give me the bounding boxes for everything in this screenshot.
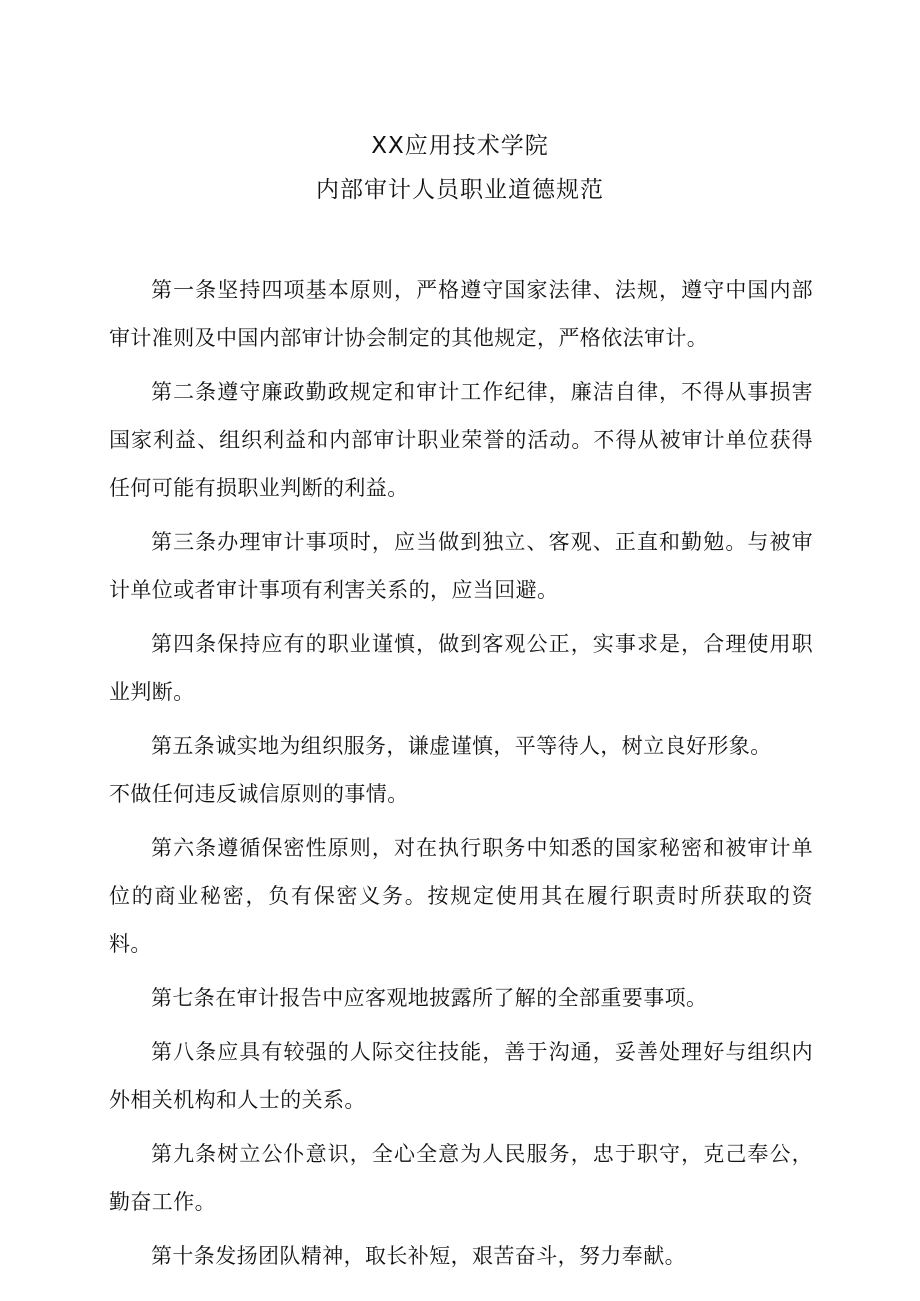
article-3: 第三条办理审计事项时，应当做到独立、客观、正直和勤勉。与被审计单位或者审计事项有利害关系的，应当回避。 bbox=[109, 530, 813, 602]
article-8: 第八条应具有较强的人际交往技能，善于沟通，妥善处理好与组织内外相关机构和人士的关系。 bbox=[109, 1040, 813, 1112]
article-10: 第十条发扬团队精神，取长补短，艰苦奋斗，努力奉献。 bbox=[151, 1244, 686, 1268]
article-5-continuation: 不做任何违反诚信原则的事情。 bbox=[109, 782, 409, 806]
article-7: 第七条在审计报告中应客观地披露所了解的全部重要事项。 bbox=[151, 986, 708, 1010]
document-body bbox=[109, 266, 813, 1286]
title-institution: XX应用技术学院 bbox=[371, 133, 549, 159]
article-6: 第六条遵循保密性原则，对在执行职务中知悉的国家秘密和被审计单位的商业秘密，负有保密义务。按规定使用其在履行职责时所获取的资料。 bbox=[109, 836, 813, 956]
article-1: 第一条坚持四项基本原则，严格遵守国家法律、法规，遵守中国内部审计准则及中国内部审计协会制定的其他规定，严格依法审计。 bbox=[109, 278, 813, 350]
title-regulation: 内部审计人员职业道德规范 bbox=[316, 177, 604, 203]
article-4: 第四条保持应有的职业谨慎，做到客观公正，实事求是，合理使用职业判断。 bbox=[109, 632, 813, 704]
article-5: 第五条诚实地为组织服务，谦虚谨慎，平等待人，树立良好形象。 bbox=[151, 734, 772, 758]
document-title bbox=[0, 124, 920, 212]
article-9: 第九条树立公仆意识，全心全意为人民服务，忠于职守，克己奉公，勤奋工作。 bbox=[109, 1142, 813, 1214]
article-2: 第二条遵守廉政勤政规定和审计工作纪律，廉洁自律，不得从事损害国家利益、组织利益和内部审计职业荣誉的活动。不得从被审计单位获得任何可能有损职业判断的利益。 bbox=[109, 380, 813, 500]
